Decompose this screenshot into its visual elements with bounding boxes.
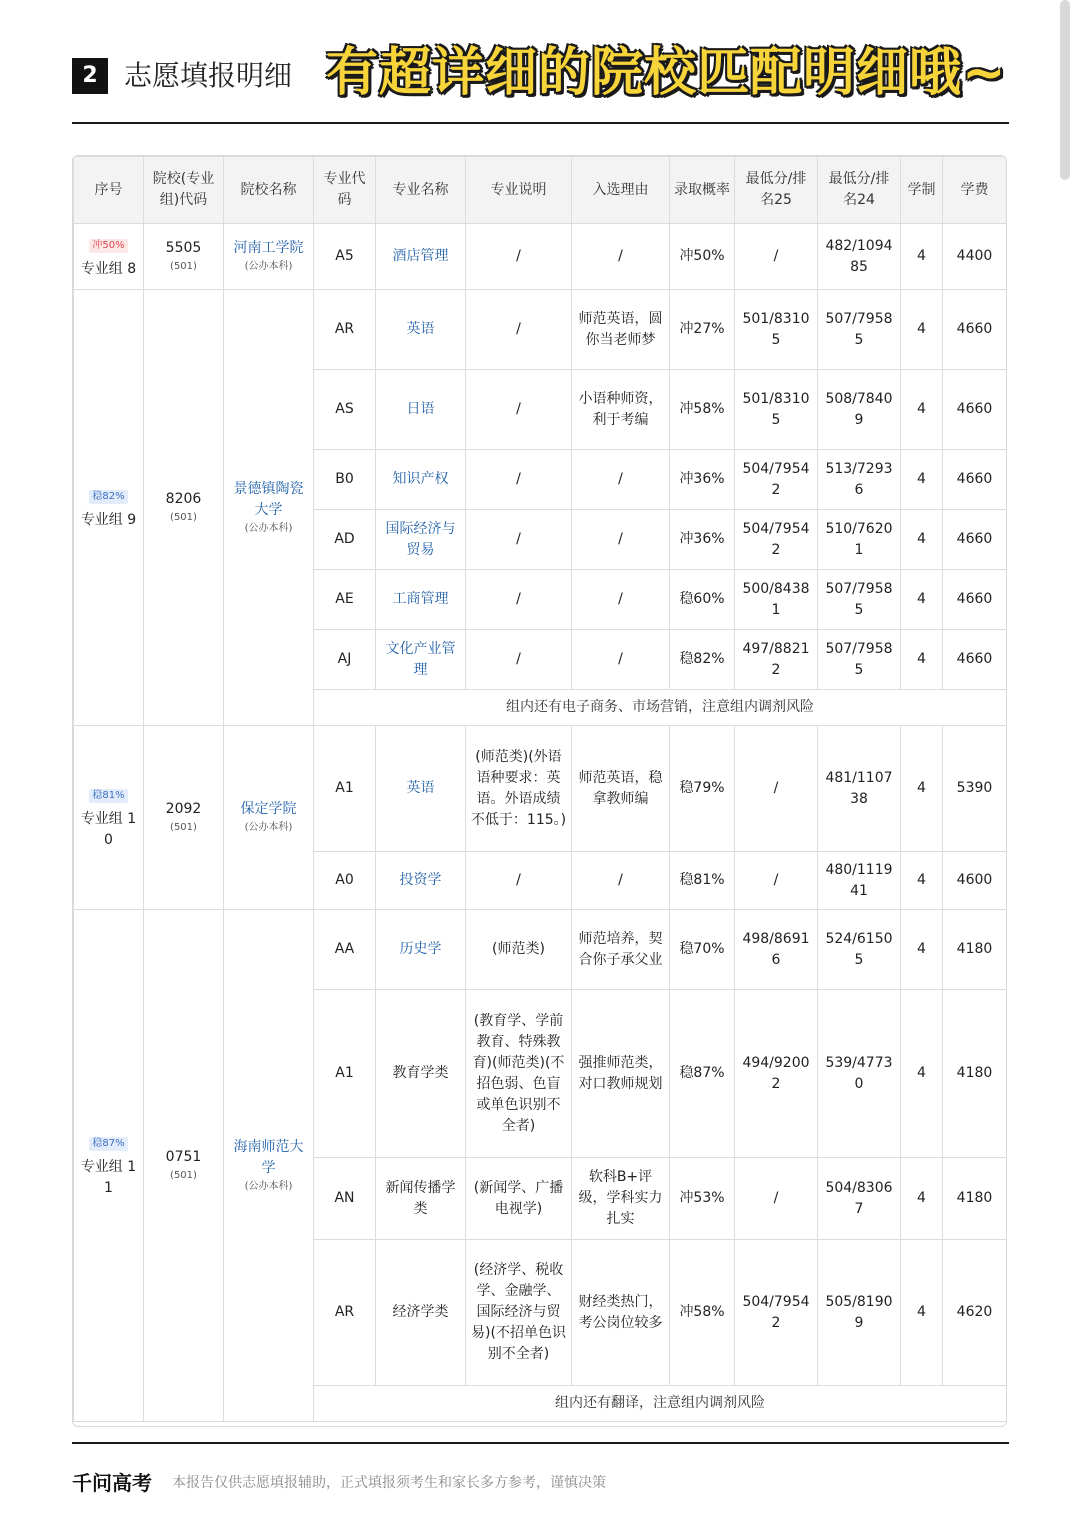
school-code-sub: (501) [170, 822, 197, 833]
disclaimer-text: 本报告仅供志愿填报辅助，正式填报须考生和家长多方参考，谨慎决策 [172, 1475, 606, 1491]
probability-badge: 冲50% [89, 239, 127, 253]
tuition-fee: 4400 [943, 224, 1007, 290]
min-score-rank-24: 539/47730 [818, 990, 901, 1158]
major-description: (新闻学、广播电视学) [466, 1158, 572, 1240]
major-description: / [466, 570, 572, 630]
table-row [74, 290, 1007, 370]
selection-reason: 师范英语，圆你当老师梦 [572, 290, 670, 370]
admission-probability: 冲50% [670, 224, 735, 290]
min-score-rank-24: 508/78409 [818, 370, 901, 450]
major-code: A5 [314, 224, 376, 290]
major-name[interactable]: 知识产权 [392, 471, 449, 487]
tuition-fee: 4620 [943, 1240, 1007, 1386]
major-code: AJ [314, 630, 376, 690]
min-score-rank-25: 494/92002 [735, 990, 818, 1158]
tuition-fee: 4660 [943, 510, 1007, 570]
school-name-link[interactable]: 河南工学院 [233, 240, 304, 256]
col-header: 院校名称 [224, 157, 314, 224]
major-name: 教育学类 [392, 1065, 449, 1081]
min-score-rank-24: 482/109485 [818, 224, 901, 290]
selection-reason: 强推师范类，对口教师规划 [572, 990, 670, 1158]
school-name-cell [224, 224, 314, 290]
tuition-fee: 4660 [943, 370, 1007, 450]
study-years: 4 [901, 1158, 943, 1240]
major-description: / [466, 630, 572, 690]
major-code: AN [314, 1158, 376, 1240]
tuition-fee: 4660 [943, 630, 1007, 690]
selection-reason: 小语种师资，利于考编 [572, 370, 670, 450]
admission-probability: 稳81% [670, 852, 735, 910]
group-note: 组内还有电子商务、市场营销，注意组内调剂风险 [314, 690, 1007, 726]
study-years: 4 [901, 370, 943, 450]
school-type: (公办本科) [244, 1180, 293, 1192]
section-number: 2 [72, 58, 108, 94]
selection-reason: / [572, 630, 670, 690]
col-header: 专业说明 [466, 157, 572, 224]
min-score-rank-24: 481/110738 [818, 726, 901, 852]
table-body [74, 224, 1007, 1422]
admission-probability: 稳87% [670, 990, 735, 1158]
school-name-cell [224, 290, 314, 726]
section-title: 志愿填报明细 [124, 59, 293, 92]
major-name-cell [376, 450, 466, 510]
selection-reason: / [572, 570, 670, 630]
group-seq-cell [74, 726, 144, 910]
school-code-cell [144, 290, 224, 726]
school-code-sub: (501) [170, 512, 197, 523]
major-name[interactable]: 历史学 [399, 941, 442, 957]
major-name-cell [376, 990, 466, 1158]
min-score-rank-25: / [735, 1158, 818, 1240]
selection-reason: 财经类热门，考公岗位较多 [572, 1240, 670, 1386]
school-name-cell [224, 910, 314, 1422]
school-code: 0751 [165, 1149, 202, 1165]
min-score-rank-25: 497/88212 [735, 630, 818, 690]
min-score-rank-24: 505/81909 [818, 1240, 901, 1386]
major-description: (教育学、学前教育、特殊教育)(师范类)(不招色弱、色盲或单色识别不全者) [466, 990, 572, 1158]
tuition-fee: 4180 [943, 910, 1007, 990]
major-description: / [466, 224, 572, 290]
major-name: 新闻传播学类 [385, 1179, 456, 1217]
major-description: (经济学、税收学、金融学、国际经济与贸易)(不招单色识别不全者) [466, 1240, 572, 1386]
group-note: 组内还有翻译，注意组内调剂风险 [314, 1386, 1007, 1422]
major-name[interactable]: 投资学 [399, 872, 442, 888]
table-row [74, 224, 1007, 290]
col-header: 院校(专业组)代码 [144, 157, 224, 224]
col-header: 入选理由 [572, 157, 670, 224]
admission-probability: 稳70% [670, 910, 735, 990]
brand-logo-text: 千问高考 [72, 1471, 152, 1495]
group-label: 专业组 8 [80, 260, 137, 277]
major-code: AD [314, 510, 376, 570]
min-score-rank-25: 501/83105 [735, 370, 818, 450]
major-name-cell [376, 1240, 466, 1386]
selection-reason: 师范培养，契合你子承父业 [572, 910, 670, 990]
min-score-rank-24: 504/83067 [818, 1158, 901, 1240]
study-years: 4 [901, 852, 943, 910]
tuition-fee: 5390 [943, 726, 1007, 852]
study-years: 4 [901, 450, 943, 510]
major-name[interactable]: 酒店管理 [392, 248, 449, 264]
major-code: AS [314, 370, 376, 450]
school-code-cell [144, 726, 224, 910]
col-header: 最低分/排名25 [735, 157, 818, 224]
section-header [72, 40, 1042, 116]
major-code: A1 [314, 990, 376, 1158]
major-description: (师范类)(外语语种要求：英语。外语成绩不低于：115。) [466, 726, 572, 852]
admission-probability: 稳79% [670, 726, 735, 852]
probability-badge: 稳82% [89, 490, 127, 504]
min-score-rank-25: 500/84381 [735, 570, 818, 630]
school-code-cell [144, 910, 224, 1422]
major-name-cell [376, 726, 466, 852]
col-header: 专业名称 [376, 157, 466, 224]
school-type: (公办本科) [244, 822, 293, 833]
min-score-rank-25: 498/86916 [735, 910, 818, 990]
school-type: (公办本科) [244, 261, 293, 272]
min-score-rank-25: 501/83105 [735, 290, 818, 370]
col-header: 最低分/排名24 [818, 157, 901, 224]
tuition-fee: 4180 [943, 1158, 1007, 1240]
study-years: 4 [901, 224, 943, 290]
col-header: 序号 [74, 157, 144, 224]
major-name-cell [376, 1158, 466, 1240]
min-score-rank-24: 480/111941 [818, 852, 901, 910]
major-description: / [466, 510, 572, 570]
major-name-cell [376, 510, 466, 570]
col-header: 学制 [901, 157, 943, 224]
tuition-fee: 4180 [943, 990, 1007, 1158]
min-score-rank-25: / [735, 852, 818, 910]
admission-probability: 稳82% [670, 630, 735, 690]
col-header: 学费 [943, 157, 1007, 224]
major-code: AE [314, 570, 376, 630]
school-code: 5505 [165, 240, 202, 256]
scrollbar[interactable] [1060, 0, 1070, 180]
major-description: / [466, 370, 572, 450]
major-name[interactable]: 文化产业管理 [385, 640, 456, 678]
major-name-cell [376, 910, 466, 990]
min-score-rank-24: 513/72936 [818, 450, 901, 510]
admission-probability: 冲36% [670, 510, 735, 570]
school-name-link[interactable]: 海南师范大学 [233, 1138, 304, 1176]
major-name-cell [376, 290, 466, 370]
volunteer-table [73, 156, 1007, 1422]
min-score-rank-25: 504/79542 [735, 510, 818, 570]
selection-reason: / [572, 510, 670, 570]
school-code-sub: (501) [170, 261, 197, 272]
admission-probability: 冲53% [670, 1158, 735, 1240]
table-row [74, 910, 1007, 990]
major-code: AR [314, 290, 376, 370]
major-description: / [466, 290, 572, 370]
tuition-fee: 4660 [943, 450, 1007, 510]
admission-probability: 冲58% [670, 370, 735, 450]
selection-reason: / [572, 450, 670, 510]
school-code: 8206 [165, 491, 202, 507]
school-name-link[interactable]: 保定学院 [240, 801, 297, 817]
major-code: AR [314, 1240, 376, 1386]
tuition-fee: 4600 [943, 852, 1007, 910]
selection-reason: / [572, 224, 670, 290]
min-score-rank-24: 524/61505 [818, 910, 901, 990]
school-type: (公办本科) [244, 522, 293, 534]
major-name-cell [376, 630, 466, 690]
min-score-rank-25: 504/79542 [735, 450, 818, 510]
major-description: / [466, 852, 572, 910]
study-years: 4 [901, 510, 943, 570]
study-years: 4 [901, 910, 943, 990]
school-code-cell [144, 224, 224, 290]
major-name[interactable]: 英语 [406, 780, 435, 796]
major-code: A0 [314, 852, 376, 910]
admission-probability: 稳60% [670, 570, 735, 630]
min-score-rank-24: 507/79585 [818, 570, 901, 630]
major-name-cell [376, 852, 466, 910]
school-name-link[interactable]: 景德镇陶瓷大学 [233, 480, 304, 518]
study-years: 4 [901, 726, 943, 852]
probability-badge: 稳81% [89, 789, 127, 803]
tuition-fee: 4660 [943, 290, 1007, 370]
study-years: 4 [901, 570, 943, 630]
major-description: (师范类) [466, 910, 572, 990]
study-years: 4 [901, 1240, 943, 1386]
selection-reason: / [572, 852, 670, 910]
selection-reason: 师范英语，稳拿教师编 [572, 726, 670, 852]
school-code: 2092 [165, 801, 202, 817]
min-score-rank-24: 507/79585 [818, 290, 901, 370]
col-header: 录取概率 [670, 157, 735, 224]
group-seq-cell [74, 290, 144, 726]
study-years: 4 [901, 630, 943, 690]
major-code: A1 [314, 726, 376, 852]
selection-reason: 软科B+评级，学科实力扎实 [572, 1158, 670, 1240]
school-code-sub: (501) [170, 1170, 197, 1181]
study-years: 4 [901, 290, 943, 370]
min-score-rank-24: 510/76201 [818, 510, 901, 570]
major-name-cell [376, 570, 466, 630]
min-score-rank-24: 507/79585 [818, 630, 901, 690]
major-name[interactable]: 英语 [406, 321, 435, 337]
volunteer-table-container [72, 155, 1007, 1427]
major-name[interactable]: 工商管理 [392, 591, 449, 607]
school-name-cell [224, 726, 314, 910]
probability-badge: 稳87% [89, 1137, 127, 1151]
major-code: AA [314, 910, 376, 990]
major-name[interactable]: 日语 [406, 401, 435, 417]
major-code: B0 [314, 450, 376, 510]
group-seq-cell [74, 910, 144, 1422]
min-score-rank-25: 504/79542 [735, 1240, 818, 1386]
major-name-cell [376, 370, 466, 450]
table-header-row [74, 157, 1007, 224]
min-score-rank-25: / [735, 224, 818, 290]
major-name: 经济学类 [392, 1304, 449, 1320]
group-seq-cell [74, 224, 144, 290]
top-divider [72, 122, 1009, 124]
major-name-cell [376, 224, 466, 290]
group-label: 专业组 10 [80, 811, 137, 848]
group-label: 专业组 9 [80, 511, 137, 528]
banner-caption: 有超详细的院校匹配明细哦~ [326, 43, 1007, 103]
bottom-divider [72, 1442, 1009, 1444]
major-description: / [466, 450, 572, 510]
major-name[interactable]: 国际经济与贸易 [385, 520, 456, 558]
group-label: 专业组 11 [80, 1159, 137, 1196]
admission-probability: 冲27% [670, 290, 735, 370]
study-years: 4 [901, 990, 943, 1158]
min-score-rank-25: / [735, 726, 818, 852]
admission-probability: 冲36% [670, 450, 735, 510]
admission-probability: 冲58% [670, 1240, 735, 1386]
col-header: 专业代码 [314, 157, 376, 224]
tuition-fee: 4660 [943, 570, 1007, 630]
table-row [74, 726, 1007, 852]
